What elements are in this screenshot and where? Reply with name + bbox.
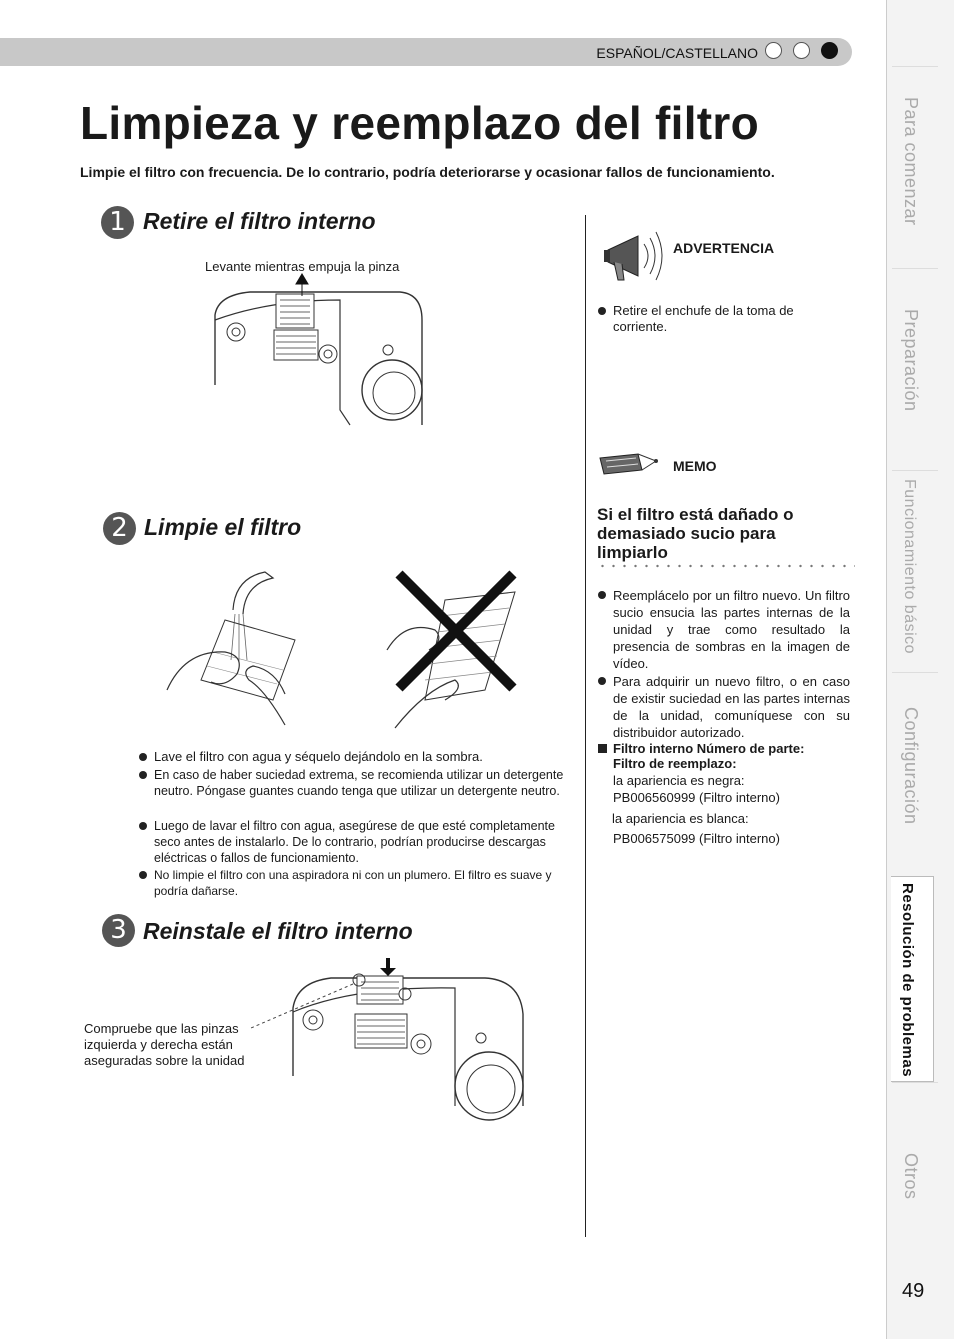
column-divider [585, 215, 586, 1237]
step-3-caption: Compruebe que las pinzas izquierda y derecha están aseguradas sobre la unidad [84, 1021, 245, 1068]
step-2-bullet: Lave el filtro con agua y séquelo dejándolo en la sombra. [154, 749, 574, 765]
tab-label: Funcionamiento básico [901, 479, 918, 655]
square-bullet-icon [598, 744, 607, 753]
memo-pencil-icon [598, 450, 662, 478]
page-number: 49 [902, 1280, 925, 1302]
indicator-circle-filled [821, 42, 838, 59]
washing-filter-illustration [165, 570, 315, 730]
warning-bullet: Retire el enchufe de la toma de corriente. [613, 303, 828, 335]
projector-remove-filter-illustration [210, 280, 425, 428]
step-title-3: Reinstale el filtro interno [143, 918, 413, 944]
memo-heading: Si el filtro está dañado o demasiado sucio para limpiarlo [597, 505, 794, 562]
step-2-bullet: No limpie el filtro con una aspiradora ni con un plumero. El filtro es suave y podría dañarse. [154, 867, 576, 899]
part-number: PB006560999 (Filtro interno) [613, 790, 780, 805]
warning-label: ADVERTENCIA [673, 240, 775, 256]
vacuum-prohibited-illustration [385, 570, 525, 730]
tab-label: Para comenzar [901, 97, 921, 226]
intro-text: Limpie el filtro con frecuencia. De lo contrario, podría deteriorarse y ocasionar fallos de funcionamiento. [80, 164, 775, 180]
language-label: ESPAÑOL/CASTELLANO [596, 45, 758, 61]
megaphone-icon [602, 228, 666, 284]
tab-label: Preparación [901, 309, 921, 412]
tab-configuracion[interactable] [892, 672, 938, 873]
indicator-circle-empty [793, 42, 810, 59]
projector-reinstall-filter-illustration [245, 958, 530, 1108]
part-subheading: Filtro de reemplazo: [613, 756, 737, 771]
step-1-caption: Levante mientras empuja la pinza [205, 259, 400, 274]
step-title-1: Retire el filtro interno [143, 208, 376, 234]
step-number-3: 3 [102, 914, 135, 947]
dotted-separator [597, 563, 855, 569]
page-title: Limpieza y reemplazo del filtro [80, 97, 760, 149]
tab-label: Configuración [901, 707, 921, 825]
memo-bullet: Para adquirir un nuevo filtro, o en caso de existir suciedad en las partes internas de la unidad, comuníquese con su distribuidor autorizado. [613, 674, 850, 740]
tab-label-active: Resolución de problemas [899, 883, 916, 1078]
part-heading: Filtro interno Número de parte: [613, 741, 805, 756]
step-number-2: 2 [103, 512, 136, 545]
tab-label: Otros [901, 1153, 921, 1200]
memo-label: MEMO [673, 458, 717, 474]
tab-resolucion-de-problemas[interactable] [891, 876, 934, 1082]
step-number-1: 1 [101, 206, 134, 239]
memo-bullet: Reemplácelo por un filtro nuevo. Un filtro sucio ensucia las partes internas de la unidad y trae como resultado la presencia de sombras en la imagen de vídeo. [613, 588, 850, 671]
tab-funcionamiento-basico[interactable] [892, 470, 938, 671]
tab-preparacion[interactable] [892, 268, 938, 469]
indicator-circle-empty [765, 42, 782, 59]
part-line: la apariencia es negra: [613, 773, 745, 788]
step-2-bullet: Luego de lavar el filtro con agua, asegúrese de que esté completamente seco antes de instalarlo. De lo contrario, podrían producirse descargas eléctricas o fallos de funcionamiento. [154, 818, 574, 866]
part-line: la apariencia es blanca: [612, 811, 749, 826]
step-2-bullet: En caso de haber suciedad extrema, se recomienda utilizar un detergente neutro. Póngase guantes cuando tenga que utilizar un detergente neutro. [154, 767, 574, 799]
tab-para-comenzar[interactable] [892, 66, 938, 267]
part-number: PB006575099 (Filtro interno) [613, 831, 780, 846]
step-title-2: Limpie el filtro [144, 514, 302, 540]
tab-otros[interactable] [892, 1082, 938, 1273]
